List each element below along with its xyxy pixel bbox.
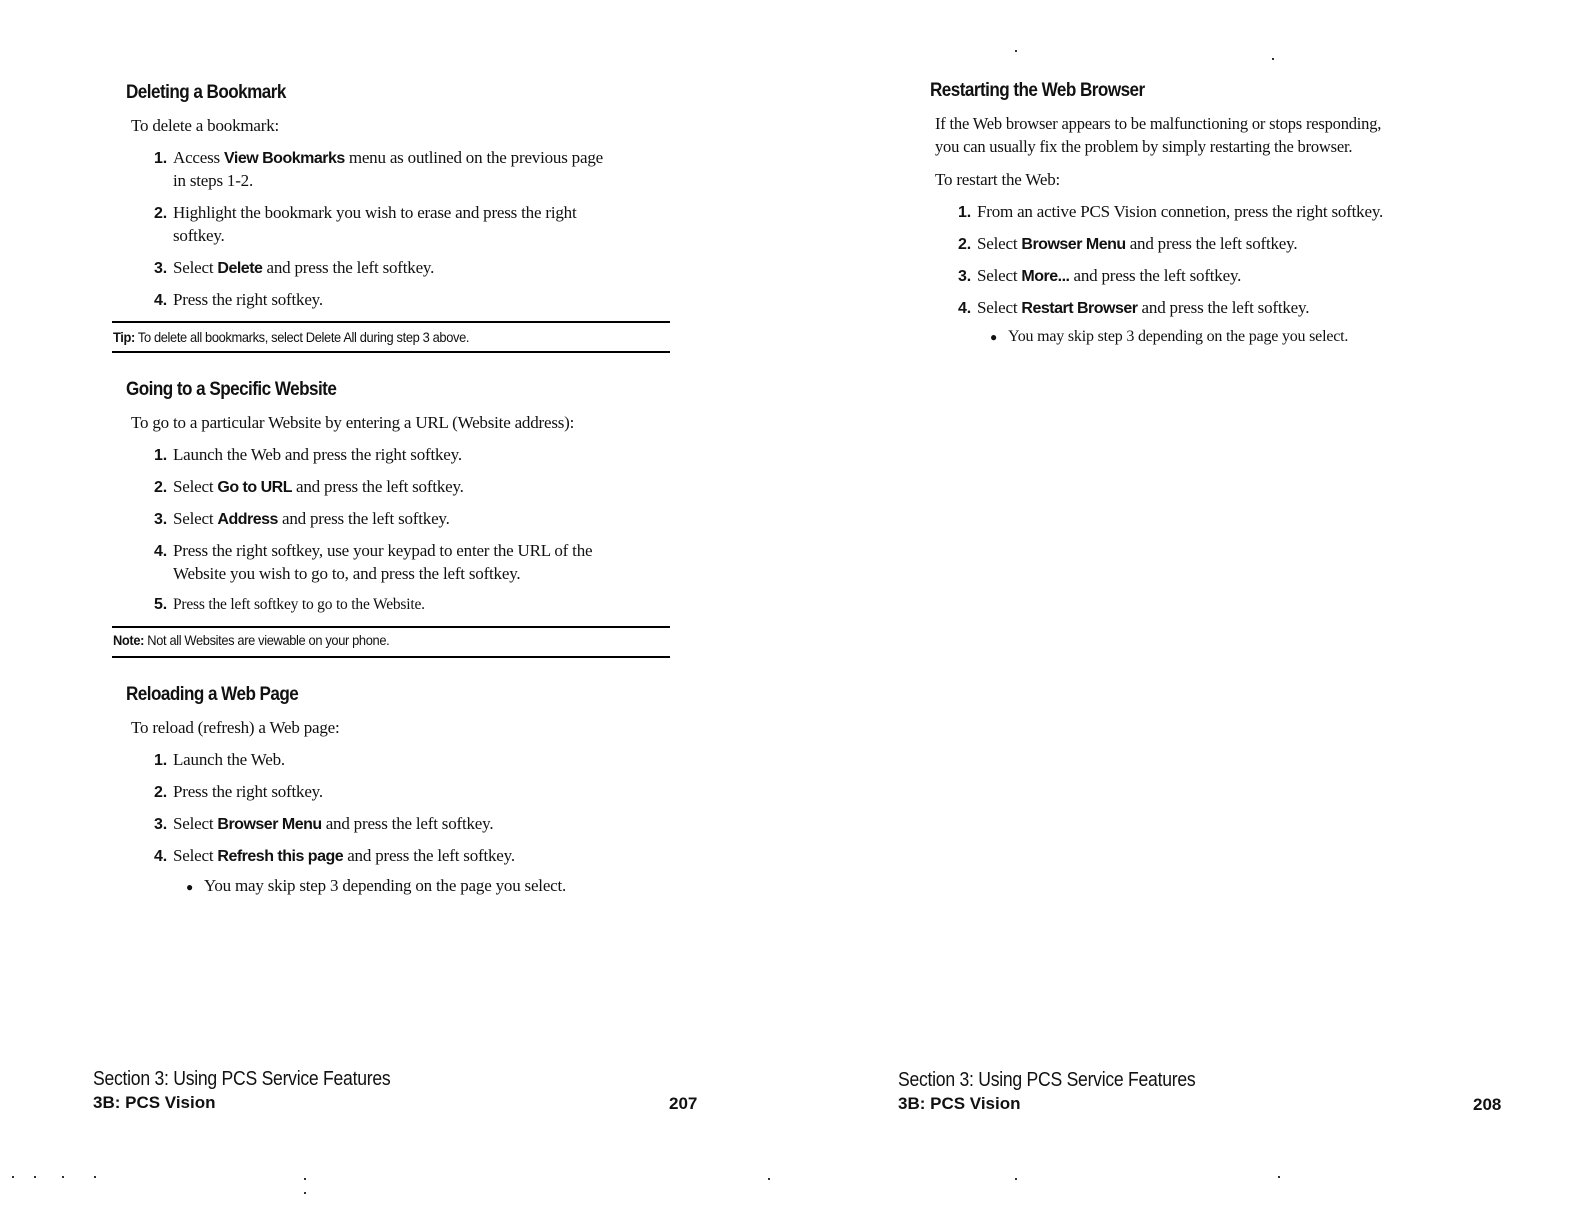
intro-restart: To restart the Web: [935,170,1061,189]
step-item: 5. Press the left softkey to go to the Website. [154,596,425,613]
note-bottom-rule [112,656,670,658]
step-number: 3. [154,511,167,528]
step-number: 4. [154,292,167,309]
step-number: 1. [154,752,167,769]
step-number: 2. [154,784,167,801]
heading-reloading-page: Reloading a Web Page [126,684,299,705]
footer-section-title: Section 3: Using PCS Service Features [898,1069,1196,1091]
step-number: 4. [154,543,167,560]
heading-goto-website: Going to a Specific Website [126,379,337,400]
intro-reload: To reload (refresh) a Web page: [131,718,340,737]
page-number: 208 [1473,1095,1502,1114]
heading-deleting-bookmark: Deleting a Bookmark [126,82,286,103]
step-item: 3. Select Delete and press the left softkey. [154,258,435,277]
scan-speck [304,1192,306,1194]
step-item: 4. Select Refresh this page and press the left softkey. [154,846,515,865]
tip-top-rule [112,321,670,323]
scan-speck [1015,1178,1017,1180]
step-item: 4. Press the right softkey. [154,290,323,309]
footer-subsection: 3B: PCS Vision [93,1093,216,1112]
step-number: 3. [154,816,167,833]
step-item: 2. Select Browser Menu and press the left softkey. [958,234,1298,253]
step-continuation: in steps 1-2. [173,171,254,190]
step-item: 4. Press the right softkey, use your keypad to enter the URL of the [154,541,593,560]
step-number: 2. [154,479,167,496]
step-number: 2. [958,236,971,253]
bullet-icon: ● [186,880,194,894]
tip-bottom-rule [112,351,670,353]
scan-speck [1278,1176,1280,1178]
step-number: 3. [958,268,971,285]
scan-speck [12,1176,14,1178]
step-item: 2. Highlight the bookmark you wish to erase and press the right [154,203,577,222]
step-number: 4. [154,848,167,865]
step-item: 3. Select More... and press the left softkey. [958,266,1242,285]
page-number: 207 [669,1094,698,1113]
paragraph-line: If the Web browser appears to be malfunctioning or stops responding, [935,114,1382,133]
step-item: 1. Access View Bookmarks menu as outlined on the previous page [154,148,603,167]
scan-speck [1015,50,1017,52]
scan-speck [768,1178,770,1180]
note-top-rule [112,626,670,628]
tip-label: Tip: [113,329,135,345]
step-number: 1. [958,204,971,221]
step-continuation: softkey. [173,226,225,245]
heading-restarting-browser: Restarting the Web Browser [930,80,1145,101]
step-item: 4. Select Restart Browser and press the left softkey. [958,298,1310,317]
step-number: 5. [154,596,167,613]
footer-subsection: 3B: PCS Vision [898,1094,1021,1113]
scan-speck [94,1176,96,1178]
intro-deleting: To delete a bookmark: [131,116,280,135]
bullet-icon: ● [990,330,998,344]
scan-speck [1272,58,1274,60]
right-page [792,0,1584,1224]
note-label: Note: [113,632,145,648]
intro-goto: To go to a particular Website by entering a URL (Website address): [131,413,575,432]
step-number: 4. [958,300,971,317]
tip-box [113,329,469,345]
step-item: 2. Press the right softkey. [154,782,323,801]
paragraph-line: you can usually fix the problem by simply restarting the browser. [935,137,1353,156]
bullet-item: ● You may skip step 3 depending on the page you select. [990,328,1349,345]
step-continuation: Website you wish to go to, and press the left softkey. [173,564,521,583]
step-item: 1. Launch the Web and press the right softkey. [154,445,462,464]
scan-speck [62,1176,64,1178]
scan-speck [304,1178,306,1180]
step-number: 2. [154,205,167,222]
scan-speck [34,1176,36,1178]
step-item: 3. Select Browser Menu and press the left softkey. [154,814,494,833]
step-number: 1. [154,150,167,167]
bullet-item: ● You may skip step 3 depending on the page you select. [186,876,567,895]
step-item: 2. Select Go to URL and press the left softkey. [154,477,464,496]
step-item: 1. Launch the Web. [154,750,285,769]
step-number: 3. [154,260,167,277]
step-item: 1. From an active PCS Vision connetion, press the right softkey. [958,202,1384,221]
step-item: 3. Select Address and press the left softkey. [154,509,450,528]
step-number: 1. [154,447,167,464]
tip-text: To delete all bookmarks, select Delete All during step 3 above. [134,329,470,345]
note-text: Not all Websites are viewable on your phone. [144,632,390,648]
note-box [113,632,389,648]
footer-section-title: Section 3: Using PCS Service Features [93,1068,391,1090]
